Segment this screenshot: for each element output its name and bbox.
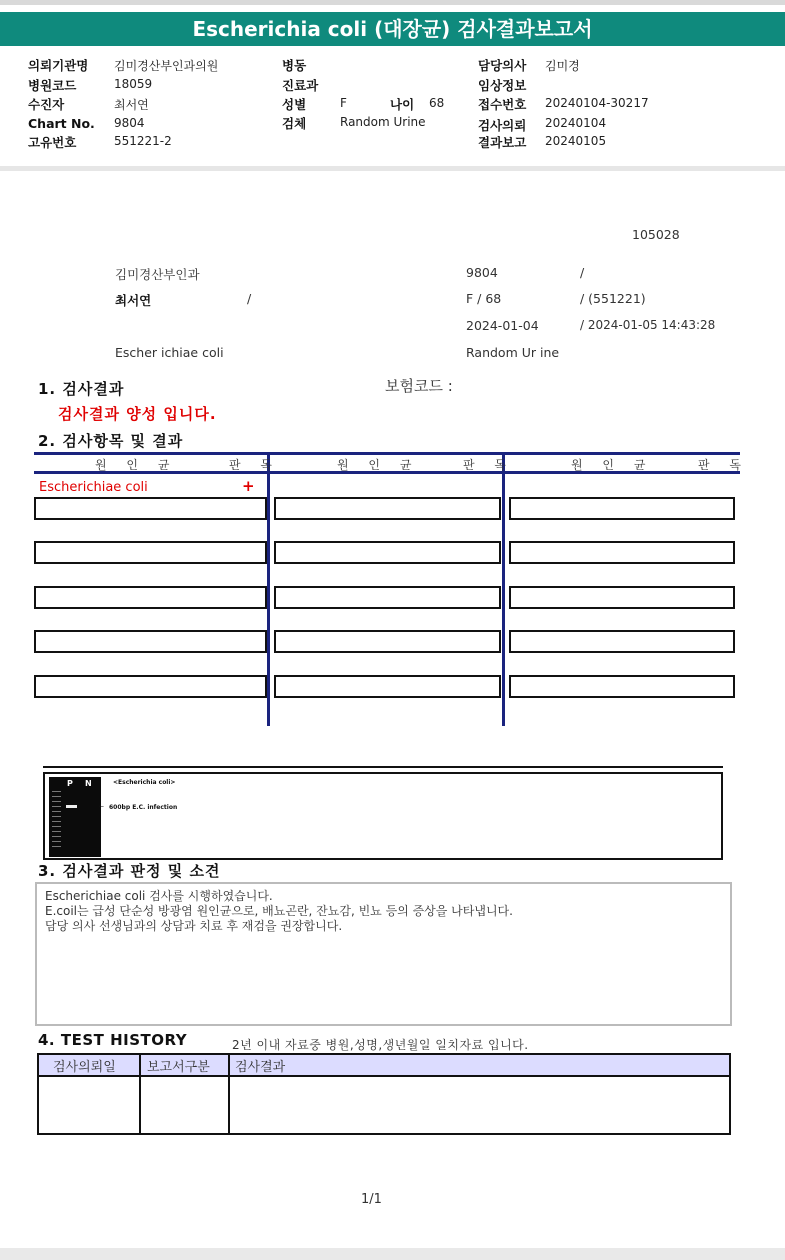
gel-lane-n: N <box>85 779 92 788</box>
empty-cell <box>274 675 501 698</box>
header-divider <box>0 166 785 171</box>
col-header-judgement-3: 판 독 <box>698 458 749 472</box>
empty-cell <box>274 630 501 653</box>
section2-title: 2. 검사항목 및 결과 <box>38 432 184 450</box>
finding-line: 담당 의사 선생님과의 상담과 치료 후 재검을 권장합니다. <box>45 919 343 933</box>
grid-top-rule <box>34 452 740 455</box>
finding-line: Escherichiae coli 검사를 시행하였습니다. <box>45 889 273 903</box>
receipt-value: 20240104-30217 <box>545 96 649 110</box>
empty-cell <box>274 586 501 609</box>
info-specimen: Random Ur ine <box>466 345 560 360</box>
empty-cell <box>509 675 735 698</box>
section4-title: 4. TEST HISTORY <box>38 1031 188 1049</box>
ward-label: 병동 <box>282 58 307 73</box>
info-test-name: Escher ichiae coli <box>115 345 224 360</box>
empty-cell <box>34 675 267 698</box>
section1-title: 1. 검사결과 <box>38 380 125 398</box>
code-label: 병원코드 <box>28 78 77 93</box>
empty-cell <box>274 497 501 520</box>
empty-cell <box>34 586 267 609</box>
info-sex-age: F / 68 <box>466 291 502 306</box>
patient-value: 최서연 <box>114 98 149 112</box>
history-col-divider <box>228 1055 230 1133</box>
test-history-table <box>37 1053 731 1135</box>
request-label: 검사의뢰 <box>478 118 527 133</box>
id-label: 고유번호 <box>28 135 77 150</box>
gel-top-rule <box>43 766 723 768</box>
empty-cell <box>509 586 735 609</box>
info-patient-slash: / <box>247 291 252 306</box>
findings-box <box>35 882 732 1026</box>
col-header-pathogen-3: 원 인 균 <box>571 458 654 472</box>
gel-ladder <box>52 791 61 851</box>
empty-cell <box>274 541 501 564</box>
col-header-pathogen-1: 원 인 균 <box>95 458 178 472</box>
gel-photo <box>49 777 101 857</box>
empty-cell <box>509 497 735 520</box>
age-label: 나이 <box>390 97 415 112</box>
finding-line: E.coil는 급성 단순성 방광염 원인균으로, 배뇨곤란, 잔뇨감, 빈뇨 등의 증상을 나타냅니다. <box>45 904 513 918</box>
sex-value: F <box>340 96 347 110</box>
history-header-row <box>39 1055 729 1077</box>
top-strip <box>0 0 785 5</box>
receipt-label: 접수번호 <box>478 97 527 112</box>
id-value: 551221-2 <box>114 134 172 148</box>
bottom-strip <box>0 1248 785 1260</box>
hospital-value: 김미경산부인과의원 <box>114 59 219 73</box>
history-note: 2년 이내 자료중 병원,성명,생년월일 일치자료 입니다. <box>232 1038 529 1052</box>
clinical-label: 임상정보 <box>478 78 527 93</box>
col-header-judgement-2: 판 독 <box>463 458 514 472</box>
col-header-judgement-1: 판 독 <box>229 458 280 472</box>
specimen-label: 검체 <box>282 116 307 131</box>
hospital-label: 의뢰기관명 <box>28 58 89 73</box>
specimen-value: Random Urine <box>340 115 426 129</box>
col-header-pathogen-2: 원 인 균 <box>337 458 420 472</box>
report-title: Escherichia coli (대장균) 검사결과보고서 <box>0 12 785 46</box>
empty-cell <box>509 541 735 564</box>
history-col-divider <box>139 1055 141 1133</box>
request-value: 20240104 <box>545 116 607 130</box>
dept-label: 진료과 <box>282 78 319 93</box>
info-clinic: 김미경산부인과 <box>115 267 200 282</box>
sex-label: 성별 <box>282 97 307 112</box>
empty-cell <box>34 630 267 653</box>
report-number: 105028 <box>632 227 680 242</box>
grid-divider-2 <box>502 452 505 726</box>
info-report-datetime: / 2024-01-05 14:43:28 <box>580 318 716 332</box>
gel-band-label: 600bp E.C. infection <box>109 804 178 811</box>
insurance-code-label: 보험코드 : <box>385 377 453 395</box>
code-value: 18059 <box>114 77 153 91</box>
info-slash: / <box>580 265 585 280</box>
empty-cell <box>34 541 267 564</box>
history-header-report-type: 보고서구분 <box>147 1060 210 1075</box>
result-positive-text: 검사결과 양성 입니다. <box>58 405 217 423</box>
empty-cell <box>509 630 735 653</box>
gel-band <box>66 805 77 808</box>
info-patient: 최서연 <box>115 293 152 308</box>
history-header-result: 검사결과 <box>235 1060 286 1075</box>
history-header-request-date: 검사의뢰일 <box>53 1060 116 1075</box>
grid-divider-1 <box>267 452 270 726</box>
judgement-result: + <box>242 477 255 495</box>
info-request-date: 2024-01-04 <box>466 318 539 333</box>
info-rrn: / (551221) <box>580 291 646 306</box>
doctor-value: 김미경 <box>545 59 580 73</box>
pathogen-result: Escherichiae coli <box>39 480 148 495</box>
chart-label: Chart No. <box>28 116 95 131</box>
gel-title: <Escherichia coli> <box>113 779 176 786</box>
empty-cell <box>34 497 267 520</box>
doctor-label: 담당의사 <box>478 58 527 73</box>
report-label: 결과보고 <box>478 135 527 150</box>
page-number: 1/1 <box>361 1192 382 1207</box>
gel-arrow-icon: ← <box>99 803 105 810</box>
gel-lane-p: P <box>67 779 73 788</box>
age-value: 68 <box>429 96 445 110</box>
patient-label: 수진자 <box>28 97 65 112</box>
report-value: 20240105 <box>545 134 607 148</box>
chart-value: 9804 <box>114 116 145 130</box>
section3-title: 3. 검사결과 판정 및 소견 <box>38 862 221 880</box>
info-chart: 9804 <box>466 265 498 280</box>
gel-image-panel <box>43 772 723 860</box>
